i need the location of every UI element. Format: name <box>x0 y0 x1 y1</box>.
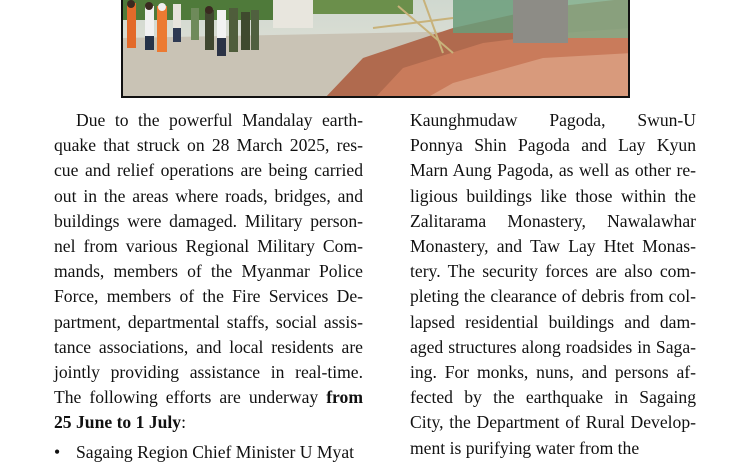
article-right-column <box>410 108 696 461</box>
article-left-column <box>54 108 363 465</box>
article-line: buildings were damaged. Military person- <box>54 210 363 231</box>
bold-date-range: 25 June to 1 July <box>54 412 182 433</box>
article-line: quake that struck on 28 March 2025, res- <box>54 135 363 156</box>
article-paragraph: Kaunghmudaw Pagoda, Swun-U Ponnya Shin Pagoda and Lay Kyun Marn Aung Pagoda, as well as other religious buildings like those within the Zalitarama Monastery, Nawalawhar Monastery, and Taw Lay Htet Monastery. The security forces are also completing the clearance of debris from collapsed residential buildings and damaged structures along roadsides in Sagaing. For monks, nuns, and persons affected by the earthquake in Sagaing City, the Department of Rural Development is purifying water from the <box>410 110 696 458</box>
article-paragraph <box>54 108 363 436</box>
article-line: cue and relief operations are being carried <box>54 160 363 181</box>
article-line: Force, members of the Fire Services De- <box>54 286 363 307</box>
article-line: nel from various Regional Military Com- <box>54 236 363 257</box>
news-photo <box>121 0 630 98</box>
article-line: partment, departmental staffs, social assis- <box>54 311 363 332</box>
article-line: out in the areas where roads, bridges, and <box>54 185 363 206</box>
bullet-list <box>54 440 363 465</box>
article-line: mands, members of the Myanmar Police <box>54 261 363 282</box>
list-item: • Sagaing Region Chief Minister U Myat <box>76 440 363 465</box>
bold-date-phrase: from <box>326 387 363 408</box>
article-line: jointly providing assistance in real-time. <box>54 362 363 383</box>
colon: : <box>181 412 186 433</box>
article-line: Due to the powerful Mandalay earth- <box>76 110 363 130</box>
article-line: tance associations, and local residents are <box>54 336 363 357</box>
article-line: The following efforts are underway <box>54 387 327 408</box>
photo-icon <box>123 0 630 98</box>
